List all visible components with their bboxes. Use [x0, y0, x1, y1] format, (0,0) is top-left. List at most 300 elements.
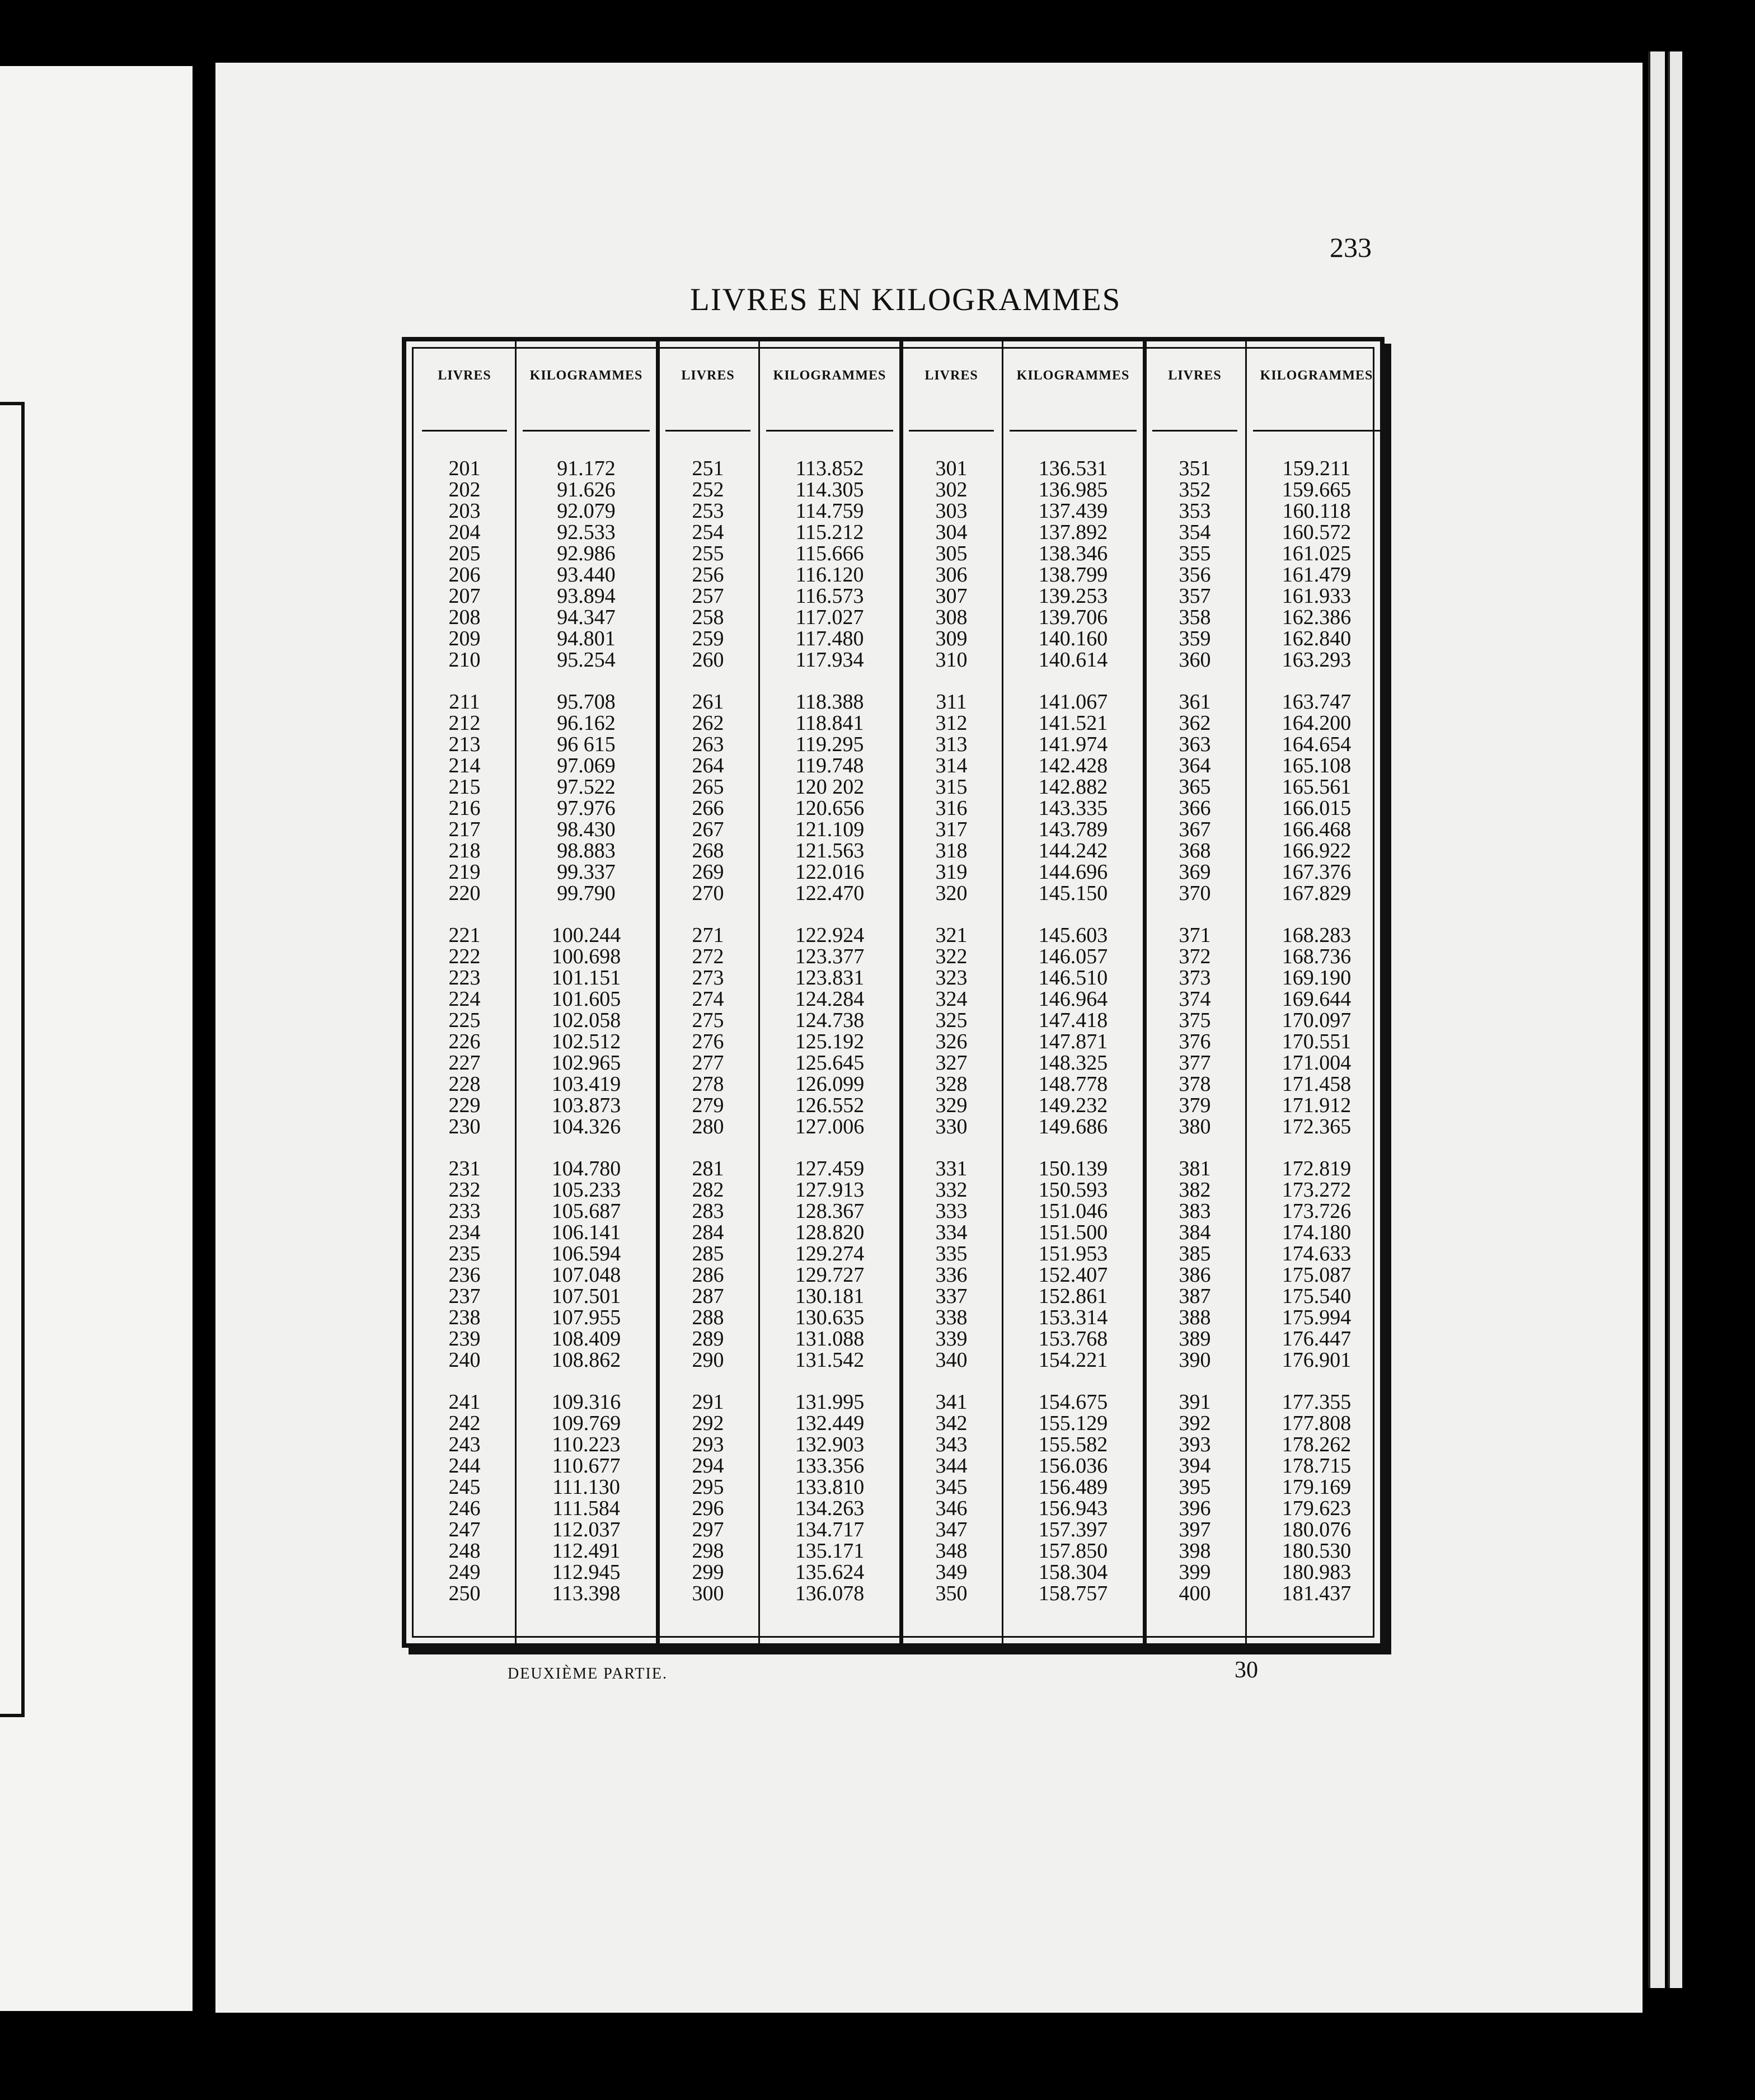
- table-cell: 171.912: [1282, 1094, 1352, 1117]
- table-cell: 337: [935, 1285, 968, 1308]
- table-cell: 225: [448, 1009, 481, 1032]
- table-cell: 281: [692, 1157, 724, 1180]
- table-cell: 323: [935, 966, 968, 990]
- table-cell: 247: [448, 1518, 481, 1541]
- table-cell: 130.181: [795, 1285, 865, 1308]
- table-cell: 177.355: [1282, 1390, 1352, 1414]
- header-rule: [1152, 430, 1237, 432]
- table-cell: 155.129: [1038, 1412, 1108, 1435]
- table-cell: 207: [448, 584, 481, 608]
- table-cell: 105.687: [551, 1199, 621, 1223]
- table-cell: 143.789: [1038, 818, 1108, 841]
- table-cell: 162.840: [1282, 627, 1352, 650]
- table-cell: 390: [1179, 1348, 1211, 1372]
- table-cell: 228: [448, 1072, 481, 1096]
- table-cell: 153.768: [1038, 1327, 1108, 1351]
- table-cell: 204: [448, 521, 481, 544]
- block-gap: [901, 1371, 1002, 1391]
- table-cell: 279: [692, 1094, 724, 1117]
- table-cell: 292: [692, 1412, 724, 1435]
- table-cell: 343: [935, 1433, 968, 1456]
- block-gap: [1245, 1371, 1388, 1391]
- table-cell: 266: [692, 796, 724, 820]
- column-header-kilogrammes: KILOGRAMMES: [529, 368, 643, 383]
- table-cell: 373: [1179, 966, 1211, 990]
- table-cell: 394: [1179, 1454, 1211, 1478]
- table-cell: 113.398: [552, 1582, 621, 1605]
- table-cell: 278: [692, 1072, 724, 1096]
- table-cell: 106.141: [551, 1221, 621, 1244]
- table-cell: 263: [692, 733, 724, 756]
- block-gap: [1002, 1137, 1144, 1158]
- table-cell: 157.850: [1038, 1539, 1108, 1563]
- table-cell: 131.542: [795, 1348, 865, 1372]
- table-cell: 152.407: [1038, 1263, 1108, 1287]
- table-cell: 160.118: [1282, 499, 1351, 523]
- table-cell: 363: [1179, 733, 1211, 756]
- table-cell: 161.479: [1282, 563, 1352, 587]
- footer-section-label: DEUXIÈME PARTIE.: [508, 1665, 668, 1682]
- table-cell: 355: [1179, 542, 1211, 565]
- table-cell: 131.995: [795, 1390, 865, 1414]
- table-cell: 240: [448, 1348, 481, 1372]
- table-cell: 380: [1179, 1115, 1211, 1138]
- table-cell: 175.540: [1282, 1285, 1352, 1308]
- block-gap: [1245, 671, 1388, 691]
- table-cell: 389: [1179, 1327, 1211, 1351]
- table-cell: 164.654: [1282, 733, 1352, 756]
- table-cell: 245: [448, 1475, 481, 1499]
- table-cell: 261: [692, 690, 724, 714]
- table-cell: 141.067: [1038, 690, 1108, 714]
- table-cell: 106.594: [551, 1242, 621, 1265]
- table-cell: 160.572: [1282, 521, 1352, 544]
- table-cell: 381: [1179, 1157, 1211, 1180]
- table-cell: 107.048: [551, 1263, 621, 1287]
- column-header-livres: LIVRES: [925, 368, 978, 383]
- block-gap: [414, 671, 515, 691]
- column-header-kilogrammes: KILOGRAMMES: [1260, 368, 1373, 383]
- table-cell: 147.871: [1038, 1030, 1108, 1053]
- table-cell: 94.347: [557, 606, 616, 629]
- table-cell: 142.882: [1038, 775, 1108, 799]
- table-cell: 258: [692, 606, 724, 629]
- table-cell: 301: [935, 457, 968, 480]
- table-cell: 151.953: [1038, 1242, 1108, 1265]
- table-cell: 176.901: [1282, 1348, 1352, 1372]
- table-cell: 119.748: [795, 754, 864, 777]
- column-divider: [1245, 341, 1247, 1643]
- table-cell: 360: [1179, 648, 1211, 672]
- table-cell: 156.036: [1038, 1454, 1108, 1478]
- table-cell: 256: [692, 563, 724, 587]
- block-gap: [515, 1137, 658, 1158]
- table-cell: 339: [935, 1327, 968, 1351]
- table-cell: 124.738: [795, 1009, 865, 1032]
- table-cell: 234: [448, 1221, 481, 1244]
- table-cell: 137.439: [1038, 499, 1108, 523]
- table-cell: 254: [692, 521, 724, 544]
- table-cell: 166.922: [1282, 839, 1352, 862]
- table-cell: 114.759: [795, 499, 864, 523]
- table-cell: 151.500: [1038, 1221, 1108, 1244]
- table-cell: 367: [1179, 818, 1211, 841]
- table-cell: 260: [692, 648, 724, 672]
- table-cell: 368: [1179, 839, 1211, 862]
- column-livres-3: [901, 341, 1002, 1643]
- table-cell: 250: [448, 1582, 481, 1605]
- table-cell: 127.913: [795, 1178, 865, 1202]
- table-cell: 118.388: [795, 690, 864, 714]
- table-cell: 299: [692, 1560, 724, 1584]
- column-livres-4: [1144, 341, 1245, 1643]
- table-cell: 162.386: [1282, 606, 1352, 629]
- table-cell: 135.171: [795, 1539, 865, 1563]
- table-cell: 116.573: [795, 584, 864, 608]
- table-cell: 287: [692, 1285, 724, 1308]
- table-cell: 93.440: [557, 563, 616, 587]
- table-cell: 180.076: [1282, 1518, 1352, 1541]
- table-cell: 171.458: [1282, 1072, 1352, 1096]
- left-page-table-border: [0, 402, 25, 1717]
- column-header-livres: LIVRES: [1168, 368, 1222, 383]
- table-cell: 294: [692, 1454, 724, 1478]
- table-cell: 202: [448, 478, 481, 501]
- table-cell: 140.160: [1038, 627, 1108, 650]
- page-edge: [1668, 51, 1682, 1988]
- column-values-kilogrammes: [1245, 458, 1388, 1604]
- table-cell: 366: [1179, 796, 1211, 820]
- table-cell: 372: [1179, 945, 1211, 968]
- block-gap: [414, 1371, 515, 1391]
- table-cell: 132.903: [795, 1433, 865, 1456]
- table-cell: 371: [1179, 924, 1211, 947]
- block-gap: [758, 1137, 901, 1158]
- table-cell: 91.172: [557, 457, 616, 480]
- table-cell: 111.130: [552, 1475, 620, 1499]
- table-cell: 252: [692, 478, 724, 501]
- block-gap: [658, 904, 758, 925]
- table-cell: 157.397: [1038, 1518, 1108, 1541]
- table-cell: 400: [1179, 1582, 1211, 1605]
- table-cell: 167.829: [1282, 882, 1352, 905]
- table-cell: 97.522: [557, 775, 616, 799]
- table-cell: 132.449: [795, 1412, 865, 1435]
- table-cell: 223: [448, 966, 481, 990]
- table-cell: 153.314: [1038, 1306, 1108, 1329]
- table-cell: 100.244: [551, 924, 621, 947]
- table-cell: 284: [692, 1221, 724, 1244]
- table-cell: 107.955: [551, 1306, 621, 1329]
- table-cell: 127.459: [795, 1157, 865, 1180]
- table-cell: 391: [1179, 1390, 1211, 1414]
- table-cell: 244: [448, 1454, 481, 1478]
- column-values-kilogrammes: [1002, 458, 1144, 1604]
- block-gap: [414, 1137, 515, 1158]
- block-gap: [1002, 904, 1144, 925]
- column-header-kilogrammes: KILOGRAMMES: [773, 368, 886, 383]
- table-cell: 346: [935, 1497, 968, 1520]
- block-gap: [658, 1137, 758, 1158]
- table-cell: 297: [692, 1518, 724, 1541]
- table-cell: 134.717: [795, 1518, 865, 1541]
- table-cell: 246: [448, 1497, 481, 1520]
- table-cell: 267: [692, 818, 724, 841]
- table-cell: 313: [935, 733, 968, 756]
- table-cell: 255: [692, 542, 724, 565]
- table-cell: 175.087: [1282, 1263, 1352, 1287]
- block-gap: [1144, 1371, 1245, 1391]
- table-cell: 122.016: [795, 860, 865, 884]
- table-cell: 217: [448, 818, 481, 841]
- table-cell: 179.169: [1282, 1475, 1352, 1499]
- table-cell: 148.778: [1038, 1072, 1108, 1096]
- table-cell: 159.211: [1282, 457, 1351, 480]
- footer-signature-mark: 30: [1235, 1657, 1258, 1683]
- table-cell: 165.108: [1282, 754, 1352, 777]
- table-cell: 388: [1179, 1306, 1211, 1329]
- table-cell: 161.933: [1282, 584, 1352, 608]
- table-cell: 146.510: [1038, 966, 1108, 990]
- table-cell: 277: [692, 1051, 724, 1075]
- table-cell: 149.232: [1038, 1094, 1108, 1117]
- column-kilogrammes-3: [1002, 341, 1144, 1643]
- block-gap: [1144, 1137, 1245, 1158]
- column-values-kilogrammes: [515, 458, 658, 1604]
- table-cell: 398: [1179, 1539, 1211, 1563]
- table-cell: 274: [692, 987, 724, 1011]
- table-cell: 173.726: [1282, 1199, 1352, 1223]
- table-cell: 145.603: [1038, 924, 1108, 947]
- table-cell: 102.058: [551, 1009, 621, 1032]
- table-cell: 249: [448, 1560, 481, 1584]
- table-cell: 112.037: [552, 1518, 621, 1541]
- column-kilogrammes-1: [515, 341, 658, 1643]
- table-cell: 215: [448, 775, 481, 799]
- table-cell: 166.468: [1282, 818, 1352, 841]
- table-cell: 293: [692, 1433, 724, 1456]
- table-cell: 120 202: [795, 775, 865, 799]
- table-cell: 378: [1179, 1072, 1211, 1096]
- table-cell: 105.233: [551, 1178, 621, 1202]
- table-cell: 212: [448, 711, 481, 735]
- table-cell: 289: [692, 1327, 724, 1351]
- table-cell: 332: [935, 1178, 968, 1202]
- header-rule: [909, 430, 994, 432]
- table-cell: 280: [692, 1115, 724, 1138]
- table-cell: 319: [935, 860, 968, 884]
- table-cell: 235: [448, 1242, 481, 1265]
- table-cell: 396: [1179, 1497, 1211, 1520]
- column-livres-2: [658, 341, 758, 1643]
- table-cell: 114.305: [795, 478, 864, 501]
- table-cell: 112.491: [552, 1539, 621, 1563]
- table-cell: 214: [448, 754, 481, 777]
- column-header-livres: LIVRES: [438, 368, 491, 383]
- table-cell: 344: [935, 1454, 968, 1478]
- table-cell: 276: [692, 1030, 724, 1053]
- block-gap: [515, 904, 658, 925]
- table-cell: 136.078: [795, 1582, 865, 1605]
- table-cell: 241: [448, 1390, 481, 1414]
- table-cell: 173.272: [1282, 1178, 1352, 1202]
- table-cell: 216: [448, 796, 481, 820]
- table-cell: 147.418: [1038, 1009, 1108, 1032]
- table-cell: 178.262: [1282, 1433, 1352, 1456]
- table-cell: 306: [935, 563, 968, 587]
- table-cell: 303: [935, 499, 968, 523]
- page-number: 233: [1330, 232, 1372, 263]
- table-cell: 317: [935, 818, 968, 841]
- table-cell: 150.593: [1038, 1178, 1108, 1202]
- table-cell: 158.757: [1038, 1582, 1108, 1605]
- table-cell: 224: [448, 987, 481, 1011]
- table-cell: 98.430: [557, 818, 616, 841]
- table-cell: 336: [935, 1263, 968, 1287]
- block-gap: [658, 1371, 758, 1391]
- table-cell: 99.790: [557, 882, 616, 905]
- table-cell: 164.200: [1282, 711, 1352, 735]
- table-cell: 141.974: [1038, 733, 1108, 756]
- table-cell: 309: [935, 627, 968, 650]
- table-cell: 101.151: [551, 966, 621, 990]
- table-cell: 102.512: [551, 1030, 621, 1053]
- table-cell: 259: [692, 627, 724, 650]
- table-cell: 357: [1179, 584, 1211, 608]
- block-gap: [414, 904, 515, 925]
- table-cell: 233: [448, 1199, 481, 1223]
- table-cell: 340: [935, 1348, 968, 1372]
- table-cell: 365: [1179, 775, 1211, 799]
- table-cell: 219: [448, 860, 481, 884]
- block-gap: [515, 1371, 658, 1391]
- table-cell: 383: [1179, 1199, 1211, 1223]
- table-cell: 288: [692, 1306, 724, 1329]
- table-cell: 102.965: [551, 1051, 621, 1075]
- table-cell: 275: [692, 1009, 724, 1032]
- table-cell: 387: [1179, 1285, 1211, 1308]
- table-cell: 92.986: [557, 542, 616, 565]
- table-cell: 141.521: [1038, 711, 1108, 735]
- block-gap: [1002, 671, 1144, 691]
- table-cell: 103.873: [551, 1094, 621, 1117]
- table-cell: 172.365: [1282, 1115, 1352, 1138]
- table-cell: 128.820: [795, 1221, 865, 1244]
- table-cell: 349: [935, 1560, 968, 1584]
- block-gap: [515, 671, 658, 691]
- table-cell: 382: [1179, 1178, 1211, 1202]
- block-gap: [758, 904, 901, 925]
- table-cell: 221: [448, 924, 481, 947]
- table-cell: 144.242: [1038, 839, 1108, 862]
- table-cell: 127.006: [795, 1115, 865, 1138]
- table-cell: 125.192: [795, 1030, 865, 1053]
- table-cell: 123.377: [795, 945, 865, 968]
- table-cell: 213: [448, 733, 481, 756]
- table-cell: 180.530: [1282, 1539, 1352, 1563]
- table-cell: 315: [935, 775, 968, 799]
- block-gap: [901, 1137, 1002, 1158]
- table-cell: 115.666: [795, 542, 864, 565]
- table-cell: 118.841: [795, 711, 864, 735]
- table-cell: 237: [448, 1285, 481, 1308]
- table-cell: 251: [692, 457, 724, 480]
- table-cell: 232: [448, 1178, 481, 1202]
- table-cell: 170.551: [1282, 1030, 1352, 1053]
- table-cell: 384: [1179, 1221, 1211, 1244]
- table-cell: 140.614: [1038, 648, 1108, 672]
- table-cell: 379: [1179, 1094, 1211, 1117]
- column-livres-1: [414, 341, 515, 1643]
- table-cell: 220: [448, 882, 481, 905]
- table-cell: 310: [935, 648, 968, 672]
- table-cell: 331: [935, 1157, 968, 1180]
- table-cell: 341: [935, 1390, 968, 1414]
- column-divider: [758, 341, 760, 1643]
- table-cell: 91.626: [557, 478, 616, 501]
- table-cell: 150.139: [1038, 1157, 1108, 1180]
- table-cell: 359: [1179, 627, 1211, 650]
- table-cell: 338: [935, 1306, 968, 1329]
- table-cell: 362: [1179, 711, 1211, 735]
- table-cell: 229: [448, 1094, 481, 1117]
- table-cell: 126.552: [795, 1094, 865, 1117]
- column-values-livres: [1144, 458, 1245, 1604]
- table-cell: 230: [448, 1115, 481, 1138]
- table-cell: 93.894: [557, 584, 616, 608]
- table-cell: 345: [935, 1475, 968, 1499]
- table-cell: 172.819: [1282, 1157, 1352, 1180]
- table-cell: 124.284: [795, 987, 865, 1011]
- column-divider: [515, 341, 517, 1643]
- table-cell: 109.316: [551, 1390, 621, 1414]
- table-cell: 138.346: [1038, 542, 1108, 565]
- table-cell: 149.686: [1038, 1115, 1108, 1138]
- table-cell: 285: [692, 1242, 724, 1265]
- column-values-livres: [414, 458, 515, 1604]
- table-cell: 298: [692, 1539, 724, 1563]
- table-cell: 350: [935, 1582, 968, 1605]
- table-cell: 302: [935, 478, 968, 501]
- table-cell: 347: [935, 1518, 968, 1541]
- table-cell: 96 615: [557, 733, 616, 756]
- table-cell: 116.120: [795, 563, 864, 587]
- table-cell: 136.985: [1038, 478, 1108, 501]
- table-cell: 146.964: [1038, 987, 1108, 1011]
- table-cell: 300: [692, 1582, 724, 1605]
- table-cell: 369: [1179, 860, 1211, 884]
- table-cell: 96.162: [557, 711, 616, 735]
- table-cell: 351: [1179, 457, 1211, 480]
- table-cell: 393: [1179, 1433, 1211, 1456]
- table-cell: 156.489: [1038, 1475, 1108, 1499]
- table-cell: 101.605: [551, 987, 621, 1011]
- table-cell: 286: [692, 1263, 724, 1287]
- table-cell: 134.263: [795, 1497, 865, 1520]
- table-cell: 146.057: [1038, 945, 1108, 968]
- table-cell: 139.706: [1038, 606, 1108, 629]
- table-cell: 353: [1179, 499, 1211, 523]
- table-cell: 283: [692, 1199, 724, 1223]
- table-cell: 324: [935, 987, 968, 1011]
- table-cell: 97.976: [557, 796, 616, 820]
- table-cell: 169.190: [1282, 966, 1352, 990]
- table-cell: 175.994: [1282, 1306, 1352, 1329]
- table-cell: 104.780: [551, 1157, 621, 1180]
- table-cell: 136.531: [1038, 457, 1108, 480]
- table-cell: 167.376: [1282, 860, 1352, 884]
- block-gap: [758, 671, 901, 691]
